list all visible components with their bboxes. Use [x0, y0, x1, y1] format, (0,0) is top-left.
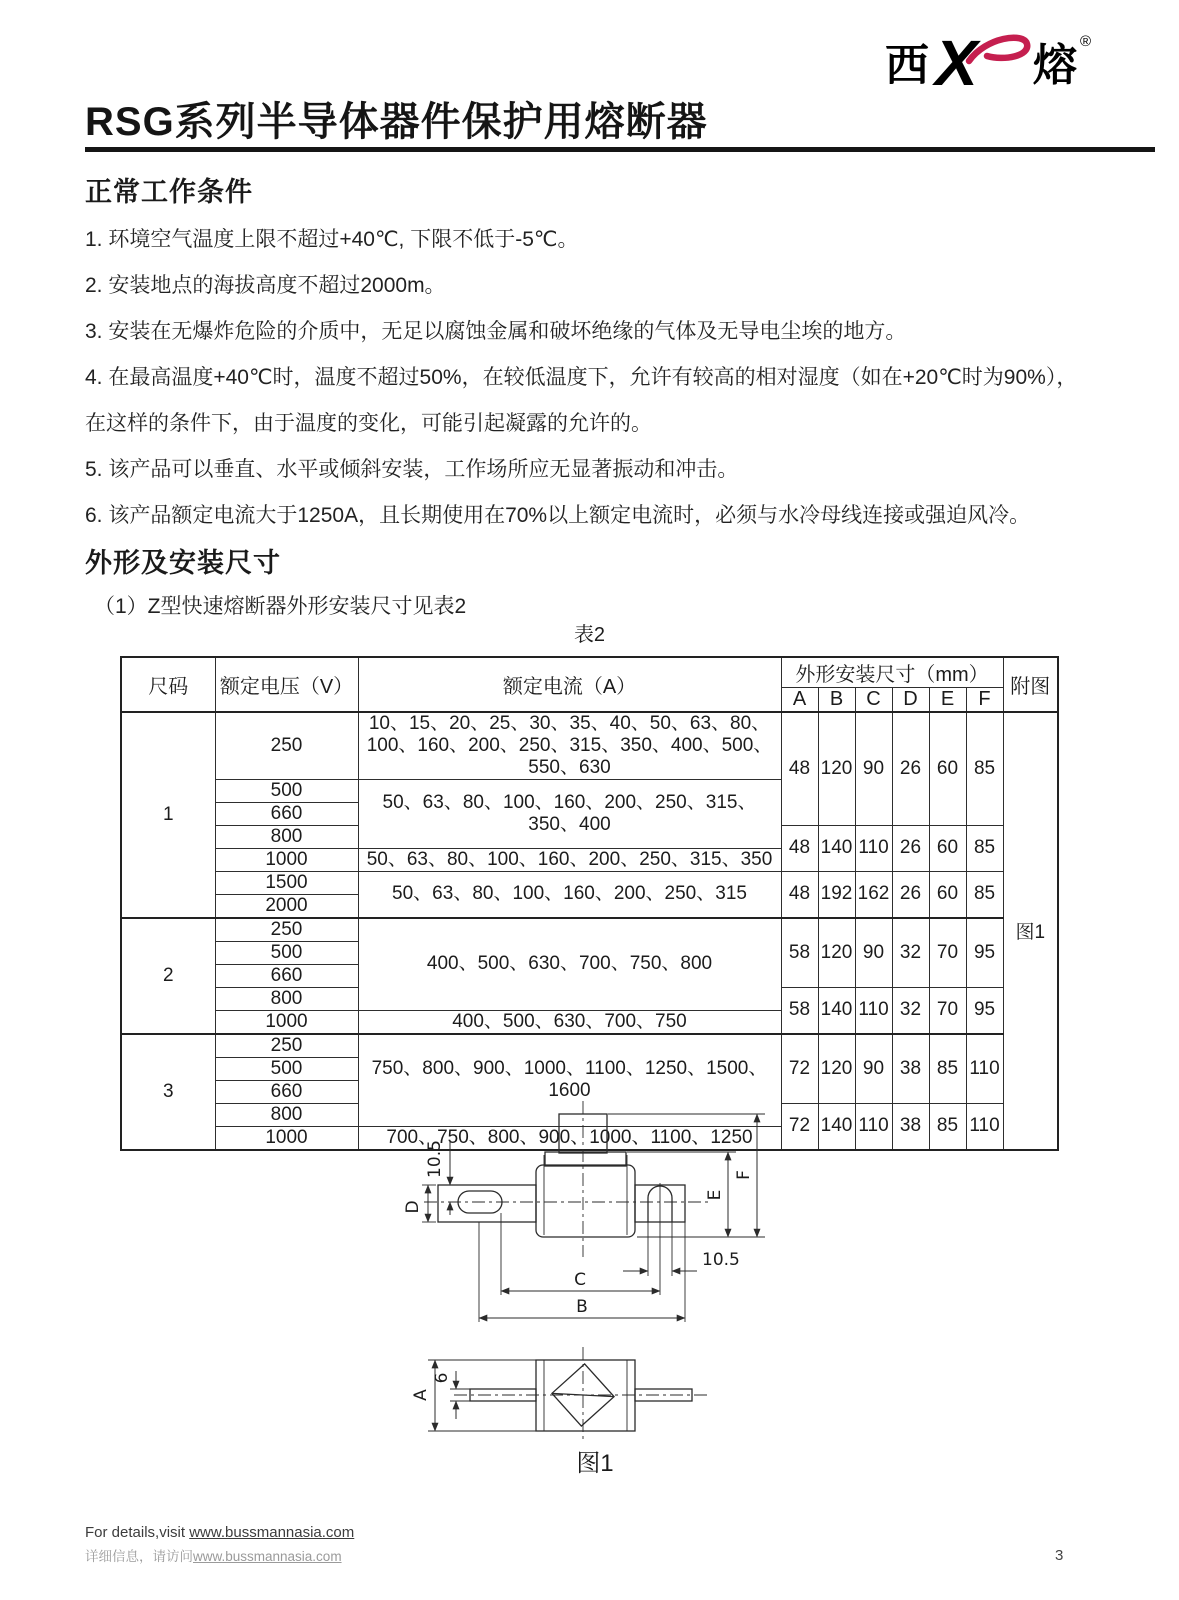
current-cell: 10、15、20、25、30、35、40、50、63、80、100、160、200、250、315、350、400、500、550、630	[358, 712, 781, 779]
dim-e-cell: 85	[929, 1034, 966, 1104]
dim-e-cell: 70	[929, 987, 966, 1034]
page-number: 3	[1055, 1547, 1064, 1564]
current-cell: 50、63、80、100、160、200、250、315	[358, 871, 781, 918]
voltage-cell: 800	[215, 825, 358, 848]
cap	[545, 1152, 626, 1166]
dim-c-cell: 110	[855, 1103, 892, 1150]
dim-a-cell: 58	[781, 918, 818, 988]
dim-label-c: C	[574, 1270, 586, 1290]
table-row	[121, 1034, 1058, 1058]
condition-line: 4. 在最高温度+40℃时，温度不超过50%，在较低温度下，允许有较高的相对湿度（如在+20℃时为90%），	[85, 366, 1078, 389]
logo-x-glyph: X	[935, 30, 978, 94]
dim-c-cell: 90	[855, 918, 892, 988]
dim-f-cell: 85	[966, 712, 1003, 825]
dim-b-cell: 140	[818, 1103, 855, 1150]
table-caption: 表2	[573, 624, 606, 646]
table-row	[121, 918, 1058, 942]
dim-b-cell: 140	[818, 987, 855, 1034]
logo-char-xi: 西	[885, 41, 929, 90]
header-voltage: 额定电压（V）	[215, 657, 358, 712]
voltage-cell: 1500	[215, 871, 358, 894]
table-row	[121, 871, 1058, 894]
current-cell: 700、750、800、900、1000、1100、1250	[358, 1126, 781, 1150]
dim-b-cell: 192	[818, 871, 855, 918]
voltage-cell: 2000	[215, 894, 358, 918]
voltage-cell: 800	[215, 1103, 358, 1126]
voltage-cell: 800	[215, 987, 358, 1010]
page-title: RSG系列半导体器件保护用熔断器	[85, 100, 708, 144]
dim-label-d: D	[403, 1200, 423, 1214]
dim-d-cell: 32	[892, 918, 929, 988]
voltage-cell: 1000	[215, 1126, 358, 1150]
voltage-cell: 660	[215, 802, 358, 825]
footer-line-cn	[85, 1545, 342, 1565]
logo-char-rong: 熔	[1033, 41, 1077, 90]
header-dim-a: A	[781, 688, 818, 713]
header-figure: 附图	[1003, 657, 1058, 712]
header-current: 额定电流（A）	[358, 657, 781, 712]
footer-cn-text: 详细信息，请访问	[85, 1549, 193, 1564]
dim-b-cell: 120	[818, 712, 855, 825]
dim-c-cell: 110	[855, 987, 892, 1034]
dim-d-cell: 26	[892, 871, 929, 918]
dim-e-cell: 60	[929, 712, 966, 825]
dim-label-slot-top: 10.5	[425, 1140, 445, 1178]
front-view	[403, 1101, 765, 1322]
dim-e-cell: 85	[929, 1103, 966, 1150]
dim-label-slot-bottom: 10.5	[702, 1250, 740, 1270]
dim-f-cell: 85	[966, 871, 1003, 918]
header-dim-b: B	[818, 688, 855, 713]
dim-c-cell: 162	[855, 871, 892, 918]
current-cell: 50、63、80、100、160、200、250、315、350、400	[358, 779, 781, 848]
brand-logo	[885, 30, 1095, 94]
figure-caption: 图1	[576, 1450, 614, 1477]
size-cell: 1	[121, 712, 215, 918]
dim-d-cell: 38	[892, 1034, 929, 1104]
voltage-cell: 1000	[215, 1010, 358, 1034]
dim-c-cell: 90	[855, 712, 892, 825]
condition-line: 在这样的条件下，由于温度的变化，可能引起凝露的允许的。	[85, 412, 652, 435]
voltage-cell: 660	[215, 964, 358, 987]
voltage-cell: 250	[215, 1034, 358, 1058]
spec-table-wrapper	[120, 656, 1059, 1151]
size-cell: 2	[121, 918, 215, 1034]
fuse-dimension-drawing	[380, 1095, 810, 1447]
header-dim-d: D	[892, 688, 929, 713]
dim-a-cell: 48	[781, 825, 818, 871]
header-dims: 外形安装尺寸（mm）	[781, 657, 1003, 688]
figure-ref-cell: 图1	[1003, 712, 1058, 1150]
table-note: （1）Z型快速熔断器外形安装尺寸见表2	[94, 595, 467, 618]
title-rule	[85, 147, 1155, 152]
size-cell: 3	[121, 1034, 215, 1150]
condition-line: 2. 安装地点的海拔高度不超过2000m。	[85, 274, 446, 297]
dim-c-cell: 110	[855, 825, 892, 871]
dim-a-cell: 72	[781, 1103, 818, 1150]
voltage-cell: 500	[215, 1057, 358, 1080]
footer-cn-link[interactable]: www.bussmannasia.com	[193, 1549, 342, 1564]
dim-label-e: E	[705, 1189, 725, 1201]
footer-en-link[interactable]: www.bussmannasia.com	[189, 1524, 355, 1541]
top-view	[411, 1347, 710, 1442]
fuse-body	[536, 1165, 635, 1237]
dim-f-cell: 110	[966, 1034, 1003, 1104]
voltage-cell: 250	[215, 918, 358, 942]
current-cell: 400、500、630、700、750、800	[358, 918, 781, 1011]
dim-label-a: A	[411, 1389, 431, 1401]
logo-red-swoosh-icon	[969, 38, 1027, 61]
registered-mark: ®	[1080, 33, 1092, 50]
dim-d-cell: 32	[892, 987, 929, 1034]
dim-e-cell: 60	[929, 825, 966, 871]
current-cell: 400、500、630、700、750	[358, 1010, 781, 1034]
dim-d-cell: 26	[892, 712, 929, 825]
current-cell: 50、63、80、100、160、200、250、315、350	[358, 848, 781, 871]
working-conditions-list	[85, 217, 1165, 539]
dim-a-cell: 72	[781, 1034, 818, 1104]
dim-e-cell: 70	[929, 918, 966, 988]
condition-line: 6. 该产品额定电流大于1250A，且长期使用在70%以上额定电流时，必须与水冷母线连接或强迫风冷。	[85, 504, 1031, 527]
dim-f-cell: 110	[966, 1103, 1003, 1150]
dim-a-cell: 48	[781, 871, 818, 918]
dim-c-cell: 90	[855, 1034, 892, 1104]
dim-b-cell: 140	[818, 825, 855, 871]
table-row	[121, 712, 1058, 779]
dim-f-cell: 95	[966, 987, 1003, 1034]
dim-label-f: F	[734, 1170, 754, 1180]
voltage-cell: 500	[215, 779, 358, 802]
dim-d-cell: 38	[892, 1103, 929, 1150]
voltage-cell: 250	[215, 712, 358, 779]
dim-label-rod: 6	[432, 1372, 452, 1384]
header-dim-e: E	[929, 688, 966, 713]
spec-table	[120, 656, 1059, 1151]
footer-en-text: For details,visit	[85, 1524, 190, 1541]
condition-line: 5. 该产品可以垂直、水平或倾斜安装，工作场所应无显著振动和冲击。	[85, 458, 739, 481]
dim-d-cell: 26	[892, 825, 929, 871]
dim-a-cell: 58	[781, 987, 818, 1034]
current-cell: 750、800、900、1000、1100、1250、1500、1600	[358, 1034, 781, 1127]
section-heading-working-conditions: 正常工作条件	[85, 177, 253, 207]
dim-label-b: B	[576, 1297, 588, 1317]
dim-a-cell: 48	[781, 712, 818, 825]
dim-f-cell: 85	[966, 825, 1003, 871]
voltage-cell: 1000	[215, 848, 358, 871]
dim-b-cell: 120	[818, 1034, 855, 1104]
voltage-cell: 660	[215, 1080, 358, 1103]
condition-line: 3. 安装在无爆炸危险的介质中，无足以腐蚀金属和破坏绝缘的气体及无导电尘埃的地方。	[85, 320, 907, 343]
header-dim-c: C	[855, 688, 892, 713]
section-heading-dimensions: 外形及安装尺寸	[85, 548, 281, 578]
dim-f-cell: 95	[966, 918, 1003, 988]
header-dim-f: F	[966, 688, 1003, 713]
voltage-cell: 500	[215, 941, 358, 964]
dim-b-cell: 120	[818, 918, 855, 988]
condition-line: 1. 环境空气温度上限不超过+40℃, 下限不低于-5℃。	[85, 228, 579, 251]
footer-line-en	[85, 1524, 354, 1541]
header-size: 尺码	[121, 657, 215, 712]
dim-e-cell: 60	[929, 871, 966, 918]
